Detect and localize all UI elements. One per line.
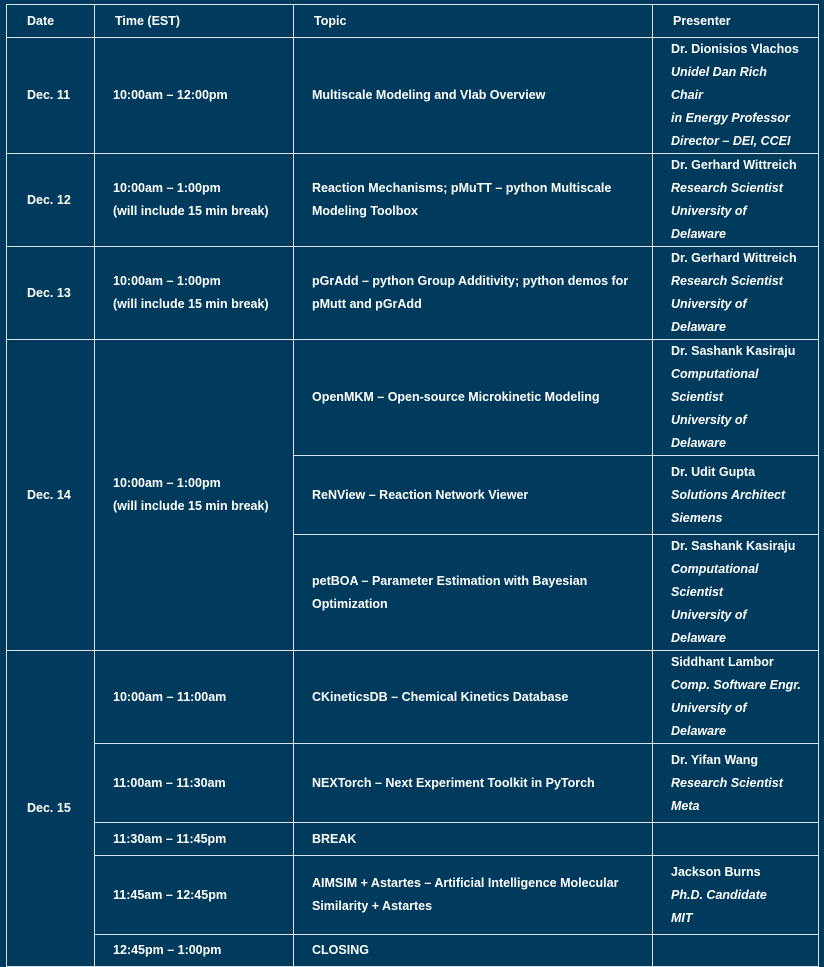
- presenter-name: Dr. Udit Gupta: [671, 464, 756, 479]
- time-text: 10:00am – 12:00pm: [113, 88, 228, 102]
- presenter-affiliation: Director – DEI, CCEI: [671, 134, 791, 148]
- presenter-title: Unidel Dan Rich Chair: [671, 65, 767, 102]
- topic-text: Modeling Toolbox: [312, 204, 418, 218]
- time-cell: [95, 651, 294, 744]
- presenter-cell: [653, 823, 819, 856]
- date-cell: Dec. 15: [7, 651, 95, 967]
- table-row: [7, 856, 819, 935]
- presenter-title: Solutions Architect: [671, 487, 786, 502]
- time-text: 10:00am – 1:00pm: [113, 274, 221, 288]
- presenter-affiliation: Siemens: [671, 510, 723, 525]
- presenter-name: Dr. Sashank Kasiraju: [671, 344, 796, 358]
- topic-text: Similarity + Astartes: [312, 899, 433, 913]
- topic-cell: [294, 823, 653, 856]
- time-text: 11:45am – 12:45pm: [113, 887, 227, 902]
- table-row: [7, 38, 819, 154]
- presenter-name: Dr. Sashank Kasiraju: [671, 539, 796, 553]
- presenter-affiliation: University of Delaware: [671, 608, 747, 645]
- header-time: Time (EST): [95, 5, 294, 38]
- topic-text: OpenMKM – Open-source Microkinetic Modeling: [312, 390, 600, 404]
- topic-text: BREAK: [312, 831, 357, 846]
- presenter-title: Computational Scientist: [671, 562, 759, 599]
- presenter-cell: [653, 154, 819, 247]
- topic-cell: [294, 247, 653, 340]
- time-cell: [95, 744, 294, 823]
- time-cell: [95, 38, 294, 154]
- topic-cell: [294, 651, 653, 744]
- date-cell: Dec. 13: [7, 247, 95, 340]
- topic-text: petBOA – Parameter Estimation with Bayesian: [312, 573, 588, 588]
- topic-cell: [294, 38, 653, 154]
- presenter-name: Jackson Burns: [671, 864, 761, 879]
- time-note: (will include 15 min break): [113, 204, 269, 218]
- time-text: 10:00am – 1:00pm: [113, 181, 221, 195]
- presenter-cell: [653, 535, 819, 651]
- presenter-name: Dr. Dionisios Vlachos: [671, 42, 799, 56]
- header-presenter: Presenter: [653, 5, 819, 38]
- table-row: [7, 651, 819, 744]
- presenter-cell: [653, 38, 819, 154]
- presenter-affiliation: MIT: [671, 910, 693, 925]
- time-cell: [95, 247, 294, 340]
- time-text: 10:00am – 1:00pm: [113, 476, 221, 490]
- presenter-title: Research Scientist: [671, 274, 783, 288]
- topic-text: Multiscale Modeling and Vlab Overview: [312, 88, 546, 102]
- presenter-name: Dr. Yifan Wang: [671, 752, 759, 767]
- presenter-title: Research Scientist: [671, 181, 783, 195]
- topic-cell: [294, 456, 653, 535]
- presenter-affiliation: Meta: [671, 798, 700, 813]
- presenter-affiliation: University of Delaware: [671, 413, 747, 450]
- topic-text: CKineticsDB – Chemical Kinetics Database: [312, 689, 569, 704]
- topic-text: ReNView – Reaction Network Viewer: [312, 487, 529, 502]
- topic-cell: [294, 744, 653, 823]
- topic-cell: [294, 535, 653, 651]
- date-cell: Dec. 11: [7, 38, 95, 154]
- topic-text: AIMSIM + Astartes – Artificial Intelligence Molecular: [312, 876, 619, 890]
- presenter-affiliation: University of Delaware: [671, 204, 747, 241]
- presenter-affiliation: University of Delaware: [671, 297, 747, 334]
- date-cell: Dec. 14: [7, 340, 95, 651]
- table-row: [7, 935, 819, 967]
- time-text: 11:30am – 11:45pm: [113, 831, 227, 846]
- presenter-cell: [653, 247, 819, 340]
- time-note: (will include 15 min break): [113, 499, 269, 513]
- time-cell: [95, 340, 294, 651]
- schedule-table: [6, 4, 819, 967]
- topic-text: Reaction Mechanisms; pMuTT – python Multiscale: [312, 181, 612, 195]
- time-text: 11:00am – 11:30am: [113, 775, 226, 790]
- presenter-cell: [653, 456, 819, 535]
- header-date: Date: [7, 5, 95, 38]
- presenter-affiliation: University of Delaware: [671, 701, 747, 738]
- presenter-name: Siddhant Lambor: [671, 655, 774, 669]
- time-cell: [95, 154, 294, 247]
- topic-cell: [294, 154, 653, 247]
- topic-cell: [294, 340, 653, 456]
- time-text: 10:00am – 11:00am: [113, 689, 227, 704]
- topic-text: pMutt and pGrAdd: [312, 297, 422, 311]
- time-cell: [95, 856, 294, 935]
- table-row: [7, 247, 819, 340]
- presenter-title: Research Scientist: [671, 775, 783, 790]
- topic-text: Optimization: [312, 596, 388, 611]
- topic-cell: [294, 935, 653, 967]
- table-row: [7, 340, 819, 456]
- topic-text: CLOSING: [312, 943, 369, 957]
- presenter-name: Dr. Gerhard Wittreich: [671, 251, 797, 265]
- table-row: [7, 744, 819, 823]
- presenter-title: Ph.D. Candidate: [671, 887, 767, 902]
- time-text: 12:45pm – 1:00pm: [113, 943, 222, 957]
- presenter-name: Dr. Gerhard Wittreich: [671, 158, 797, 172]
- date-cell: Dec. 12: [7, 154, 95, 247]
- presenter-cell: [653, 651, 819, 744]
- header-row: [7, 5, 819, 38]
- table-row: [7, 823, 819, 856]
- header-topic: Topic: [294, 5, 653, 38]
- presenter-cell: [653, 856, 819, 935]
- presenter-title: Comp. Software Engr.: [671, 678, 801, 692]
- presenter-title: in Energy Professor: [671, 111, 790, 125]
- presenter-cell: [653, 340, 819, 456]
- presenter-cell: [653, 744, 819, 823]
- topic-text: pGrAdd – python Group Additivity; python demos for: [312, 274, 629, 288]
- topic-cell: [294, 856, 653, 935]
- time-cell: [95, 935, 294, 967]
- time-note: (will include 15 min break): [113, 297, 269, 311]
- table-row: [7, 154, 819, 247]
- presenter-cell: [653, 935, 819, 967]
- presenter-title: Computational Scientist: [671, 367, 759, 404]
- time-cell: [95, 823, 294, 856]
- topic-text: NEXTorch – Next Experiment Toolkit in PyTorch: [312, 775, 595, 790]
